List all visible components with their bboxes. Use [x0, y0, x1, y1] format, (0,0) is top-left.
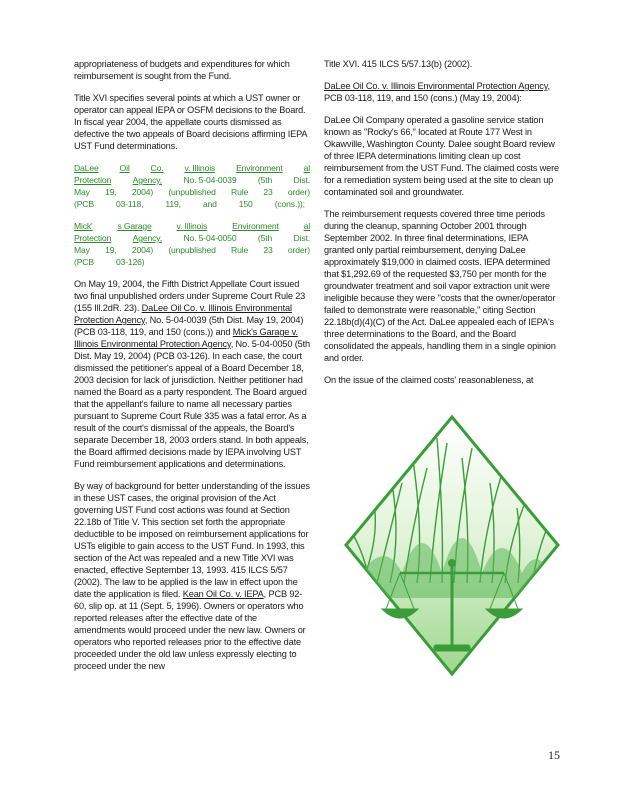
cite-word: and	[202, 199, 217, 209]
cite-word: (unpublished	[168, 187, 216, 197]
text-run: , PCB 92-60, slip op. at 11 (Sept. 5, 1996). Owners or operators who reported releases after the effective date of the amendments would proceed under the new law. Owners or operators who reported releases prior to the effective date proceeded under the old law unless expressly electing to proceed under the new	[74, 589, 306, 671]
cite-word: (5th	[257, 175, 273, 185]
text-run: , No. 5-04-0039 (5th Dist. May 19, 2004) (PCB 03-118, 119, and 150 (cons.)) and	[74, 315, 304, 337]
cite-word: (PCB	[74, 257, 94, 267]
right-paragraph-3: DaLee Oil Company operated a gasoline service station known as "Rocky's 66," located at Route 177 West in Okawville, Washington County. Dalee sought Board review of three IEPA determinations limiting clean up cost reimbursement from the UST Fund. The claimed costs were for a remediation system being used at the site to clean up contaminated soil and groundwater.	[324, 115, 559, 197]
cite-word: Environment	[232, 221, 279, 231]
citation-micks-row-2	[74, 232, 310, 244]
left-paragraph-3	[74, 278, 310, 470]
left-paragraph-4	[74, 480, 310, 672]
right-column	[324, 58, 560, 396]
citation-micks-row-3	[74, 244, 310, 256]
citation-dalee-row-2	[74, 174, 310, 186]
cite-word: 23	[263, 245, 273, 255]
cite-word: Co.	[150, 163, 164, 173]
cite-word: Environment	[236, 163, 283, 173]
cite-word: 119,	[165, 199, 181, 209]
case-heading-dalee: DaLee Oil Co. v. Illinois Environmental Protection Agency	[324, 81, 548, 91]
cite-word: Rule	[231, 245, 249, 255]
cite-word: v. Illinois	[184, 163, 216, 173]
case-link-kean-oil: Kean Oil Co. v. IEPA	[182, 589, 264, 599]
cite-word: (PCB	[74, 199, 94, 209]
citation-micks-row-4	[74, 256, 310, 268]
cite-word: No. 5-04-0039	[183, 175, 237, 185]
left-paragraph-1: appropriateness of budgets and expenditures for which reimbursement is sought from the Fund.	[74, 59, 290, 81]
cite-word: Dist.	[293, 175, 310, 185]
cite-word: May	[74, 187, 90, 197]
case-link-micks-garage: Mick's Garage v. Illinois Environmental Protection Agency	[74, 327, 298, 349]
text-run: By way of background for better understanding of the issues in these UST cases, the original provision of the Act governing UST Fund cost actions was found at Section 22.18b of Title V. This section set forth the appropriate deductible to be imposed on reimbursement applications for USTs eligible to gain access to the UST Fund. In 1993, this section of the Act was repealed and a new Title XVI was enacted, effective September 13, 1993. 415 ILCS 5/57 (2002). The law to be applied is the law in effect upon the date the application is filed.	[74, 481, 310, 599]
text-run: On May 19, 2004, the Fifth District Appellate Court issued two final unpublished orders under Supreme Court Rule 23 (155 Ill.2dR. 23).	[74, 279, 306, 313]
cite-word: Mick'	[74, 221, 93, 231]
citation-dalee	[74, 162, 310, 210]
cite-word: Oil	[119, 163, 130, 173]
citation-micks-garage	[74, 220, 310, 268]
cite-word: (5th	[257, 233, 273, 243]
page-number: 15	[548, 748, 560, 762]
scales-of-justice-grass-logo	[342, 413, 562, 678]
case-link-dalee: DaLee Oil Co. v. Illinois Environmental Protection Agency	[74, 303, 292, 325]
left-paragraph-2: Title XVI specifies several points at which a UST owner or operator can appeal IEPA or OSFM decisions to the Board. In fiscal year 2004, the appellate courts dismissed as defective the two appeals of Board decisions affirming IEPA UST Fund determinations.	[74, 93, 307, 151]
citation-dalee-row-4	[74, 198, 310, 210]
citation-dalee-row-1	[74, 162, 310, 174]
cite-word: 150	[238, 199, 253, 209]
right-paragraph-1: Title XVI. 415 ILCS 5/57.13(b) (2002).	[324, 59, 473, 69]
cite-word: al	[303, 163, 310, 173]
right-paragraph-4: The reimbursement requests covered three time periods during the cleanup, spanning October 2001 through September 2002. In three final determinations, IEPA granted only partial reimbursement, denying DaLee approximately $19,000 in claimed costs. IEPA determined that $1,292.69 of the requested $3,750 per month for the groundwater treatment and soil vapor extraction unit were ineligible because they were "costs that the owner/operator failed to demonstrate were reasonable," citing Section 22.18b(d)(4)(C) of the Act. DaLee appealed each of IEPA's three determinations to the Board, and the Board consolidated the appeals, handling them in a single opinion and order.	[324, 209, 556, 363]
cite-word: 19,	[105, 245, 117, 255]
cite-word: Rule	[231, 187, 249, 197]
cite-word: 19,	[105, 187, 117, 197]
cite-word: Dist.	[293, 233, 310, 243]
cite-word: May	[74, 245, 90, 255]
citation-dalee-row-3	[74, 186, 310, 198]
left-column	[74, 58, 310, 682]
right-paragraph-5: On the issue of the claimed costs' reasonableness, at	[324, 375, 534, 385]
cite-word: (cons.));	[274, 199, 305, 209]
cite-word: Agency,	[132, 233, 163, 243]
cite-word: order)	[287, 187, 310, 197]
cite-word: Protection	[74, 175, 112, 185]
cite-word: (unpublished	[168, 245, 216, 255]
cite-word: 2004)	[131, 245, 154, 255]
text-run: , No. 5-04-0050 (5th Dist. May 19, 2004) (PCB 03-126). In each case, the court dismissed the petitioner's appeal of a Board December 18, 2003 decision for lack of jurisdiction. Neither petitioner had named the Board as a party respondent. The Board argued that the appellant's failure to name all necessary parties pursuant to Supreme Court Rule 335 was a fatal error. As a result of the court's dismissal of the appeals, the Board's separate December 18, 2003 orders stand. In both appeals, the Board affirmed decisions made by IEPA involving UST Fund reimbursement applications and determinations.	[74, 339, 310, 469]
cite-word: DaLee	[74, 163, 99, 173]
cite-word: Protection	[74, 233, 112, 243]
cite-word: 23	[263, 187, 273, 197]
cite-word: s Garage	[117, 221, 152, 231]
cite-word: al	[303, 221, 310, 231]
cite-word: v. Illinois	[176, 221, 208, 231]
cite-word: order)	[287, 245, 310, 255]
cite-word: 2004)	[131, 187, 154, 197]
text-run: , PCB 03-118, 119, and 150 (cons.) (May 19, 2004):	[324, 81, 550, 103]
cite-word: No. 5-04-0050	[183, 233, 237, 243]
citation-micks-row-1	[74, 220, 310, 232]
cite-word: 03-126)	[115, 257, 145, 267]
right-paragraph-2	[324, 80, 560, 104]
cite-word: 03-118,	[115, 199, 144, 209]
cite-word: Agency,	[132, 175, 163, 185]
